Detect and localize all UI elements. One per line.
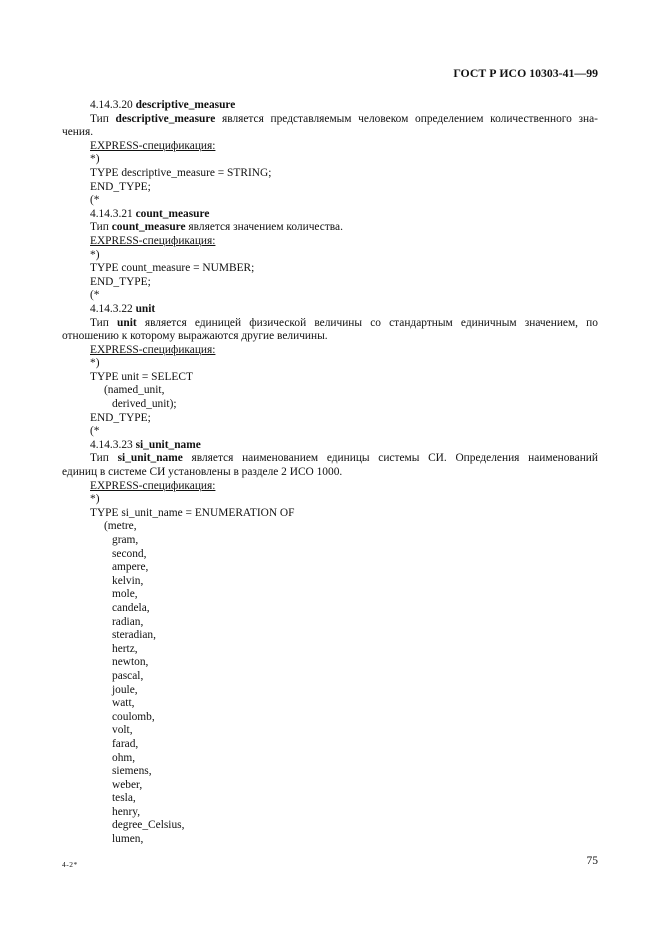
document-body (62, 99, 598, 847)
enum-item: lumen, (112, 833, 144, 846)
code-line: TYPE count_measure = NUMBER; (90, 262, 255, 275)
enum-item: joule, (112, 683, 138, 696)
code-line: (* (90, 289, 100, 302)
code-line: (* (90, 425, 100, 438)
enum-item: weber, (112, 778, 143, 791)
section-number: 4.14.3.20 (90, 99, 133, 111)
description-line: Тип count_measure является значением количества. (90, 221, 343, 234)
enum-item: siemens, (112, 765, 152, 778)
page-number: 75 (586, 855, 598, 867)
code-line: *) (90, 357, 100, 370)
code-line: derived_unit); (112, 398, 177, 411)
section-number: 4.14.3.21 (90, 207, 133, 220)
code-line: *) (90, 248, 100, 261)
code-line: END_TYPE; (90, 275, 151, 288)
enum-item: volt, (112, 724, 133, 737)
description-line: Тип descriptive_measure является представляемым человеком определением количественного зна- (90, 112, 598, 125)
enum-list (62, 534, 598, 847)
enum-item: radian, (112, 615, 144, 628)
section-name: descriptive_measure (135, 99, 236, 111)
enum-item: henry, (112, 805, 141, 818)
enum-item: candela, (112, 601, 150, 614)
code-line: (named_unit, (104, 384, 165, 397)
enum-item: ohm, (112, 751, 136, 764)
section-heading (62, 439, 598, 453)
express-label: EXPRESS-спецификация: (90, 139, 216, 152)
enum-item: coulomb, (112, 710, 155, 723)
section-heading (62, 99, 598, 113)
section-name: unit (135, 302, 156, 315)
description-continuation: единиц в системе СИ установлены в разделе 2 ИСО 1000. (62, 466, 343, 479)
enum-item: (metre, (104, 520, 137, 533)
code-line: END_TYPE; (90, 180, 151, 193)
enum-item: watt, (112, 697, 135, 710)
enum-item: farad, (112, 737, 139, 750)
code-line: END_TYPE; (90, 411, 151, 424)
description-continuation: чения. (62, 126, 94, 139)
express-label: EXPRESS-спецификация: (90, 234, 216, 247)
section-number: 4.14.3.22 (90, 302, 133, 315)
description-line: Тип unit является единицей физической величины со стандартным единичным значением, по (90, 316, 598, 329)
section-heading (62, 208, 598, 222)
code-line: TYPE descriptive_measure = STRING; (90, 166, 272, 179)
sheet-mark: 4-2* (62, 860, 78, 869)
page-header: ГОСТ Р ИСО 10303-41—99 (453, 66, 598, 80)
code-line: *) (90, 153, 100, 166)
enum-item: steradian, (112, 629, 156, 642)
enum-item: ampere, (112, 561, 149, 574)
enum-item: gram, (112, 534, 139, 546)
enum-item: second, (112, 547, 147, 560)
code-line: TYPE unit = SELECT (90, 370, 193, 383)
section-name: count_measure (135, 207, 210, 220)
description-line: Тип si_unit_name является наименованием единицы системы СИ. Определения наименований (90, 452, 598, 465)
code-line: *) (90, 493, 100, 506)
section-number: 4.14.3.23 (90, 438, 133, 451)
express-label: EXPRESS-спецификация: (90, 343, 216, 356)
enum-item: hertz, (112, 642, 138, 655)
enum-item: kelvin, (112, 574, 144, 587)
code-line: (* (90, 194, 100, 207)
enum-item: degree_Celsius, (112, 819, 185, 832)
enum-item: mole, (112, 588, 138, 601)
express-label: EXPRESS-спецификация: (90, 479, 216, 492)
enum-item: newton, (112, 656, 149, 669)
enum-item: pascal, (112, 669, 144, 682)
section-name: si_unit_name (135, 438, 201, 451)
section-heading (62, 303, 598, 317)
enum-item: tesla, (112, 792, 136, 805)
code-line: TYPE si_unit_name = ENUMERATION OF (90, 506, 295, 519)
description-continuation: отношению к которому выражаются другие величины. (62, 330, 328, 343)
